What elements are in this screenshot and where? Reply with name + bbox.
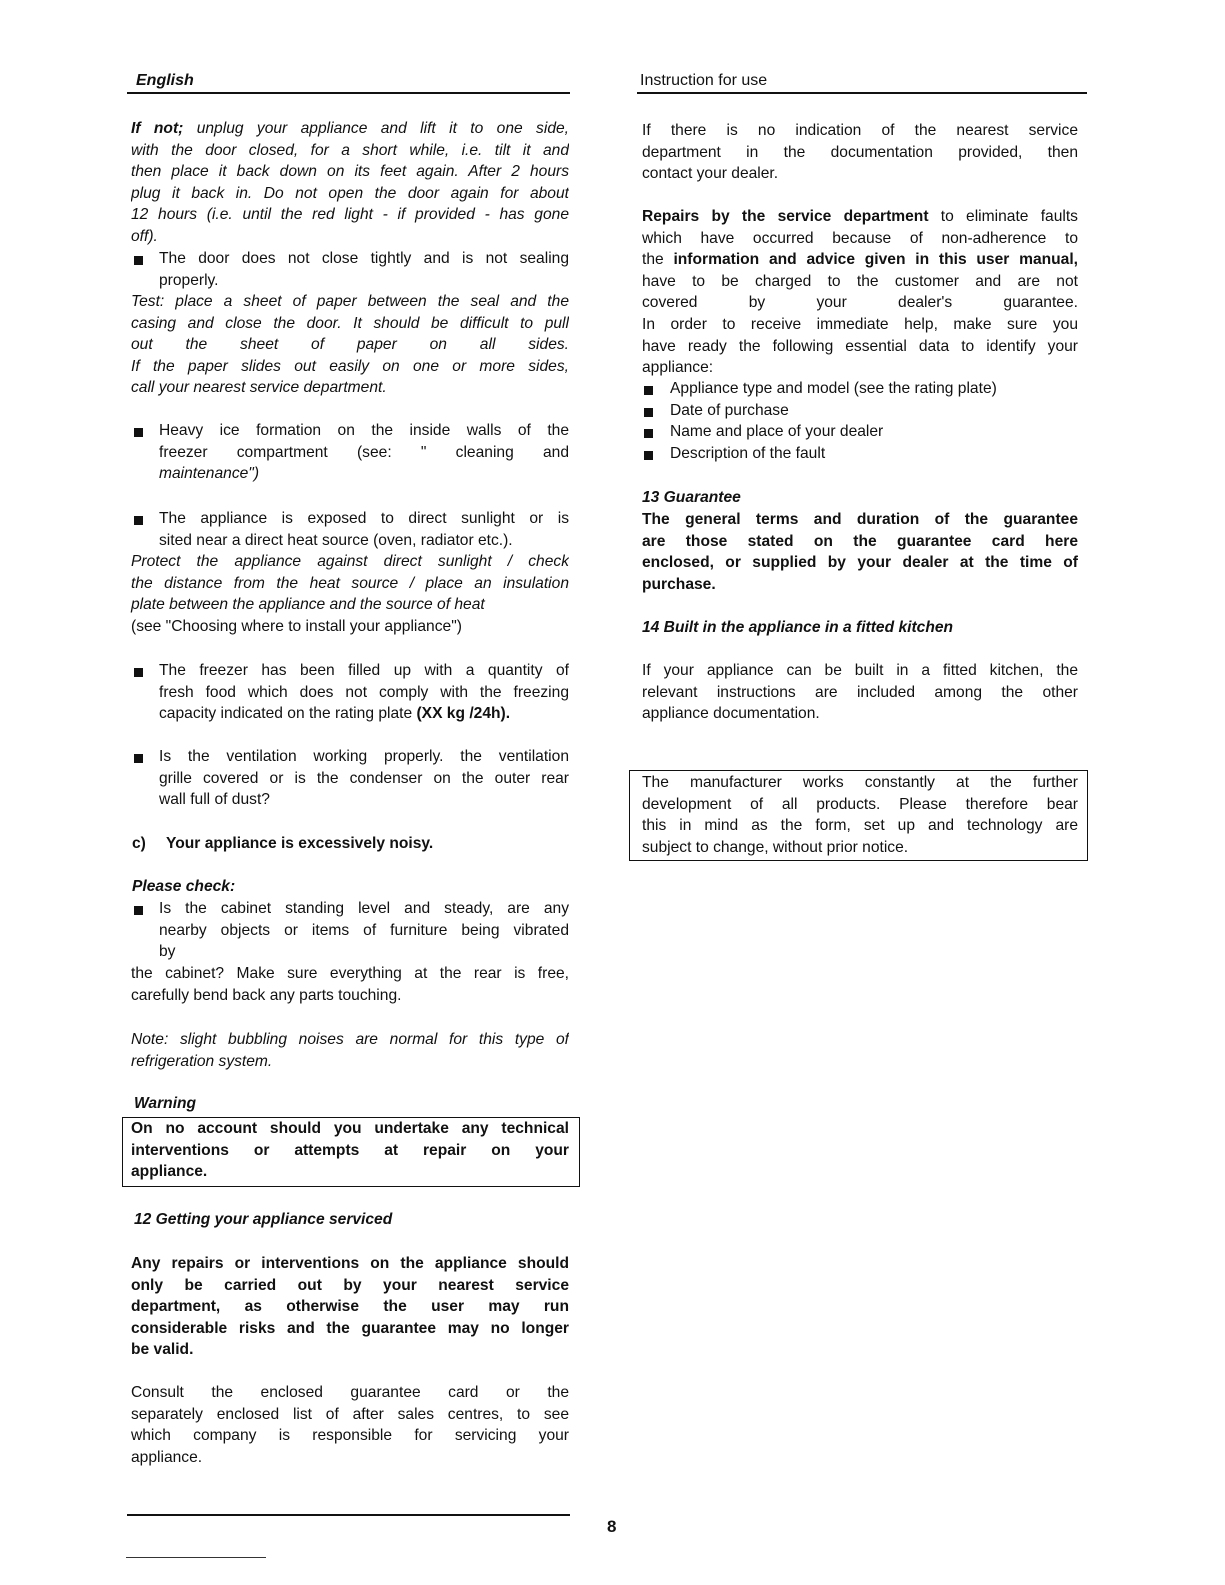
section-heading-14: 14 Built in the appliance in a fitted kitchen	[642, 619, 954, 636]
footer-rule	[127, 1514, 570, 1516]
text-line	[159, 682, 569, 704]
text-segment: department, as otherwise the user may run	[131, 1298, 569, 1316]
text-line	[159, 703, 569, 725]
notice-text	[642, 772, 1078, 858]
text-segment: The freezer has been filled up with a quantity of	[159, 662, 569, 679]
text-segment: appliance documentation.	[642, 705, 820, 723]
text-segment: are those stated on the guarantee card here	[642, 532, 1078, 550]
text-segment: Is the ventilation working properly. the ventilation	[159, 748, 569, 765]
header-right: Instruction for use	[640, 72, 768, 89]
text-segment: In order to receive immediate help, make sure you	[642, 315, 1078, 333]
text-segment: department in the documentation provided, then	[642, 143, 1078, 161]
text-line	[131, 985, 569, 1007]
text-segment: unplug your appliance and lift it to one side,	[183, 120, 569, 137]
text-segment: enclosed, or supplied by your dealer at the time of	[642, 554, 1078, 572]
text-line	[131, 334, 569, 356]
text-line	[642, 509, 1078, 531]
blue-link-line	[126, 1557, 266, 1558]
text-line	[642, 249, 1078, 271]
text-line	[131, 1425, 569, 1447]
text-segment: grille covered or is the condenser on the outer rear	[159, 769, 569, 787]
text-line	[642, 120, 1078, 142]
text-line	[131, 1051, 569, 1073]
text-line	[131, 140, 569, 162]
text-line	[131, 377, 569, 399]
text-line	[642, 682, 1078, 704]
text-segment: appliance:	[642, 359, 714, 377]
text-line	[159, 270, 569, 292]
bullet-icon	[644, 386, 653, 395]
text-line	[131, 1339, 569, 1361]
bullet-icon	[134, 516, 143, 525]
text-segment: contact your dealer.	[642, 165, 779, 183]
text-segment: this in mind as the form, set up and technology are	[642, 817, 1078, 835]
paragraph-protect	[131, 551, 569, 616]
text-segment: considerable risks and the guarantee may no longer	[131, 1319, 569, 1337]
paragraph-note	[131, 1029, 569, 1072]
text-line	[642, 772, 1078, 794]
text-segment: casing and close the door. It should be difficult to pull	[131, 314, 569, 332]
text-line	[131, 161, 569, 183]
header-rule-left	[127, 92, 570, 94]
text-line	[159, 898, 569, 920]
text-segment: properly.	[159, 271, 219, 289]
bullet-sunlight	[159, 508, 569, 551]
text-segment: carefully bend back any parts touching.	[131, 986, 402, 1004]
text-segment: The manufacturer works constantly at the further	[642, 774, 1078, 791]
text-segment: fresh food which does not comply with the freezing	[159, 683, 569, 701]
text-line	[159, 420, 569, 442]
text-line	[131, 1296, 569, 1318]
bullet-date: Date of purchase	[670, 402, 789, 419]
paragraph-repairs-service	[642, 206, 1078, 379]
text-line	[642, 660, 1078, 682]
text-line	[131, 1275, 569, 1297]
warning-title: Warning	[134, 1095, 197, 1112]
text-segment: the cabinet? Make sure everything at the rear is free,	[131, 965, 569, 982]
text-segment: which have occurred because of non-adherence to	[642, 229, 1078, 247]
text-line	[131, 551, 569, 573]
text-segment: be valid.	[131, 1341, 194, 1359]
bullet-icon	[644, 429, 653, 438]
text-segment: call your nearest service department.	[131, 379, 387, 397]
text-line	[642, 574, 1078, 596]
text-line	[159, 941, 569, 963]
paragraph-built-in	[642, 660, 1078, 725]
text-segment: If not;	[131, 120, 184, 137]
text-line	[159, 530, 569, 552]
bullet-freezer	[159, 660, 569, 725]
text-segment: The door does not close tightly and is not sealing	[159, 250, 569, 267]
text-line	[131, 1118, 569, 1140]
bullet-icon	[134, 256, 143, 265]
bullet-ventilation	[159, 746, 569, 811]
text-segment: capacity indicated on the rating plate	[159, 705, 417, 723]
text-segment: the distance from the heat source / place an insulation	[131, 574, 569, 592]
text-segment: Note: slight bubbling noises are normal for this type of	[131, 1031, 569, 1048]
bullet-icon	[134, 754, 143, 763]
text-line	[131, 1382, 569, 1404]
text-line	[131, 204, 569, 226]
text-line	[642, 794, 1078, 816]
bullet-fault: Description of the fault	[670, 445, 826, 462]
section-heading-noisy: Your appliance is excessively noisy.	[166, 835, 434, 852]
page-number: 8	[607, 1517, 617, 1536]
text-line	[131, 573, 569, 595]
paragraph-test	[131, 291, 569, 399]
bullet-cabinet	[159, 898, 569, 963]
text-segment: have ready the following essential data to identify your	[642, 337, 1078, 355]
text-segment: Any repairs or interventions on the appliance should	[131, 1255, 569, 1272]
text-segment: plug it back in. Do not open the door again for about	[131, 184, 569, 202]
text-segment: maintenance")	[159, 465, 260, 483]
text-line	[131, 1140, 569, 1162]
paragraph-consult	[131, 1382, 569, 1468]
text-line	[131, 1318, 569, 1340]
text-segment: subject to change, without prior notice.	[642, 838, 909, 856]
text-segment: by	[159, 943, 176, 961]
paragraph-indication	[642, 120, 1078, 185]
paragraph-see: (see "Choosing where to install your appliance")	[131, 618, 462, 635]
text-segment: the	[642, 251, 674, 269]
text-segment: 12 hours (i.e. until the red light - if provided - has gone	[131, 206, 569, 224]
text-segment: If the paper slides out easily on one or more sides,	[131, 357, 569, 375]
text-line	[642, 292, 1078, 314]
text-line	[131, 1447, 569, 1469]
text-segment: wall full of dust?	[159, 791, 270, 809]
header-left: English	[136, 72, 194, 89]
bullet-icon	[134, 906, 143, 915]
bullet-type-model: Appliance type and model (see the rating plate)	[670, 380, 997, 397]
text-segment: (XX kg /24h).	[416, 705, 511, 723]
text-line	[159, 768, 569, 790]
text-line	[159, 508, 569, 530]
section-heading-13: 13 Guarantee	[642, 489, 741, 506]
paragraph-cabinet	[131, 963, 569, 1006]
text-segment: out the sheet of paper on all sides.	[131, 336, 569, 354]
text-line	[159, 463, 569, 485]
bullet-door	[159, 248, 569, 291]
paragraph-repairs	[131, 1253, 569, 1361]
text-segment: Test: place a sheet of paper between the seal and the	[131, 293, 569, 310]
text-line	[131, 1253, 569, 1275]
text-line	[642, 703, 1078, 725]
text-segment: Consult the enclosed guarantee card or the	[131, 1384, 569, 1401]
section-heading-12: 12 Getting your appliance serviced	[134, 1211, 393, 1228]
header-rule-right	[637, 92, 1087, 94]
text-line	[131, 1161, 569, 1183]
text-segment: If your appliance can be built in a fitted kitchen, the	[642, 662, 1078, 679]
text-line	[159, 248, 569, 270]
text-segment: Protect the appliance against direct sunlight / check	[131, 553, 569, 570]
text-segment: only be carried out by your nearest service	[131, 1276, 569, 1294]
bullet-icon	[644, 451, 653, 460]
text-line	[642, 837, 1078, 859]
text-line	[131, 594, 569, 616]
text-line	[131, 118, 569, 140]
bullet-ice	[159, 420, 569, 485]
text-line	[131, 183, 569, 205]
text-segment: The general terms and duration of the guarantee	[642, 511, 1078, 528]
bullet-icon	[134, 428, 143, 437]
text-segment: have to be charged to the customer and are not	[642, 272, 1078, 290]
text-line	[642, 336, 1078, 358]
text-line	[642, 142, 1078, 164]
text-line	[131, 1029, 569, 1051]
text-line	[642, 206, 1078, 228]
bullet-dealer: Name and place of your dealer	[670, 423, 884, 440]
text-line	[159, 660, 569, 682]
text-line	[131, 1404, 569, 1426]
text-segment: which company is responsible for servicing your	[131, 1427, 569, 1445]
warning-text	[131, 1118, 569, 1183]
text-line	[159, 442, 569, 464]
text-line	[642, 552, 1078, 574]
paragraph-if-not	[131, 118, 569, 248]
paragraph-guarantee	[642, 509, 1078, 595]
text-segment: off).	[131, 227, 158, 245]
text-segment: with the door closed, for a short while, i.e. tilt it and	[131, 141, 569, 159]
text-segment: refrigeration system.	[131, 1052, 273, 1070]
text-line	[642, 228, 1078, 250]
text-segment: nearby objects or items of furniture being vibrated	[159, 921, 569, 939]
text-segment: appliance.	[131, 1448, 203, 1466]
text-line	[642, 357, 1078, 379]
text-segment: Is the cabinet standing level and steady, are any	[159, 900, 569, 917]
text-segment: separately enclosed list of after sales centres, to see	[131, 1405, 569, 1423]
text-segment: sited near a direct heat source (oven, radiator etc.).	[159, 531, 513, 549]
text-line	[642, 271, 1078, 293]
text-segment: development of all products. Please therefore bear	[642, 795, 1078, 813]
text-line	[131, 963, 569, 985]
text-line	[131, 291, 569, 313]
bullet-icon	[644, 408, 653, 417]
text-segment: plate between the appliance and the source of heat	[131, 596, 485, 614]
text-line	[159, 746, 569, 768]
text-line	[642, 815, 1078, 837]
text-segment: relevant instructions are included among the other	[642, 683, 1078, 701]
bullet-icon	[134, 668, 143, 677]
text-segment: Heavy ice formation on the inside walls of the	[159, 422, 569, 439]
text-line	[642, 531, 1078, 553]
section-label-c: c)	[132, 835, 146, 852]
please-check-label: Please check:	[132, 878, 236, 895]
text-line	[131, 313, 569, 335]
text-segment: purchase.	[642, 575, 716, 593]
text-segment: interventions or attempts at repair on your	[131, 1141, 569, 1159]
text-segment: freezer compartment (see: " cleaning and	[159, 443, 569, 461]
text-segment: information and advice given in this user manual,	[673, 251, 1078, 269]
text-line	[159, 920, 569, 942]
text-segment: The appliance is exposed to direct sunlight or is	[159, 510, 569, 527]
text-line	[131, 356, 569, 378]
text-segment: to eliminate faults	[928, 208, 1078, 225]
text-line	[642, 163, 1078, 185]
text-line	[642, 314, 1078, 336]
text-segment: covered by your dealer's guarantee.	[642, 294, 1078, 312]
text-segment: On no account should you undertake any technical	[131, 1120, 569, 1137]
text-segment: If there is no indication of the nearest service	[642, 122, 1078, 139]
text-segment: Repairs by the service department	[642, 208, 929, 225]
text-segment: then place it back down on its feet again. After 2 hours	[131, 163, 569, 181]
text-segment: appliance.	[131, 1163, 208, 1181]
text-line	[159, 789, 569, 811]
text-line	[131, 226, 569, 248]
